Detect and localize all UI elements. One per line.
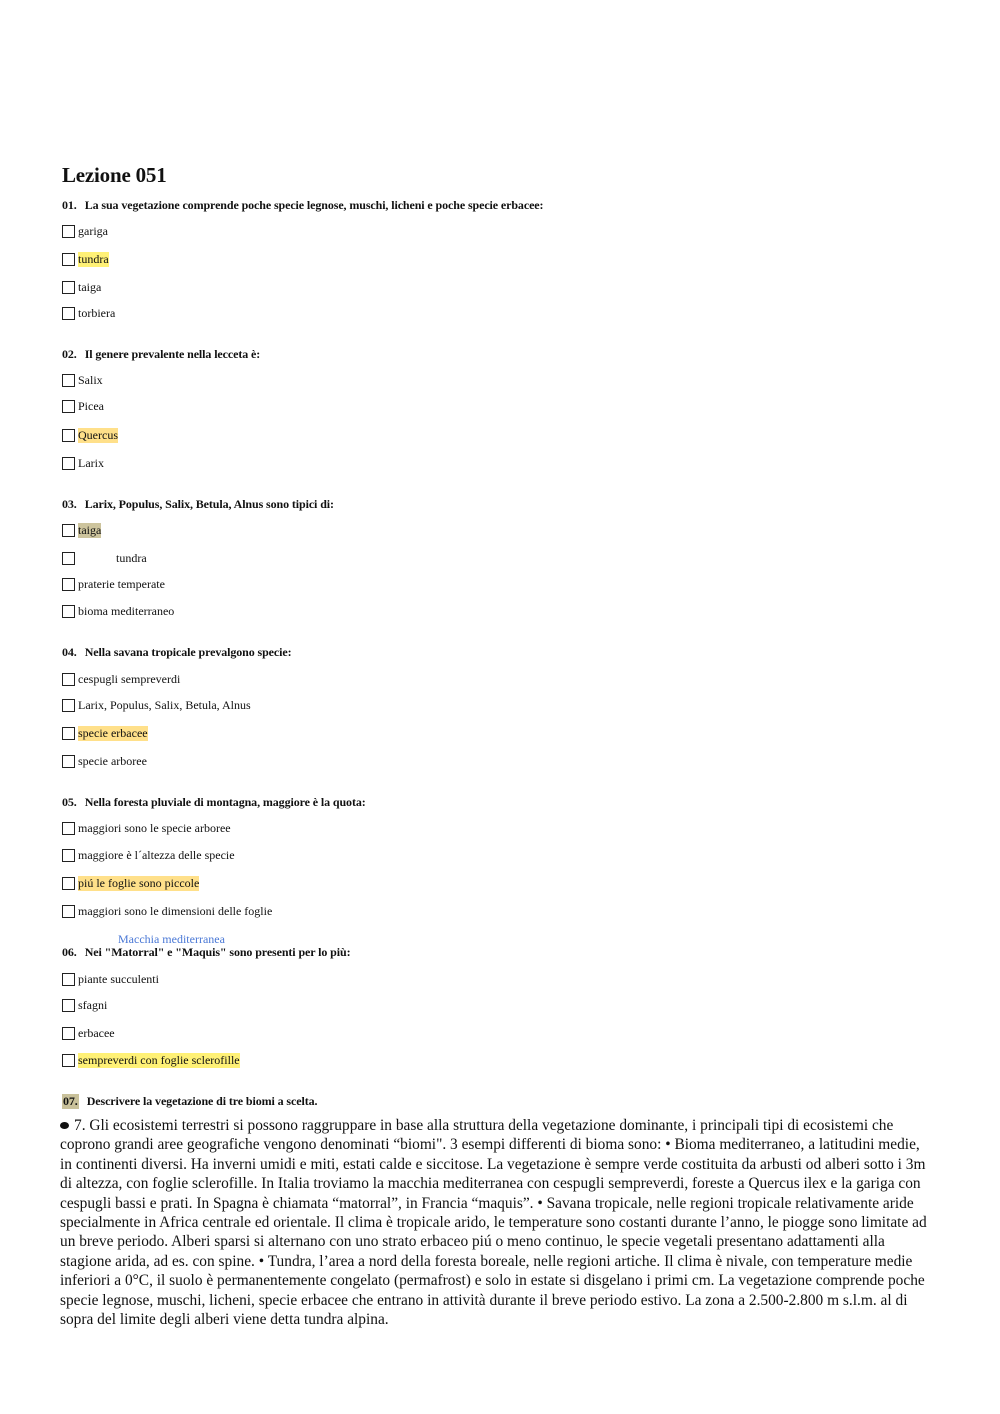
option-q02-d[interactable]	[62, 455, 104, 471]
checkbox[interactable]	[62, 524, 75, 537]
option-label: maggiore è l´altezza delle specie	[78, 847, 235, 862]
option-q05-d[interactable]	[62, 903, 272, 919]
option-q04-a[interactable]	[62, 671, 180, 687]
option-q02-b[interactable]	[62, 398, 104, 414]
option-q06-c[interactable]	[62, 1025, 115, 1041]
option-label: maggiori sono le specie arboree	[78, 820, 231, 835]
question-text: La sua vegetazione comprende poche specie legnose, muschi, licheni e poche specie erbacee:	[84, 198, 544, 212]
checkbox[interactable]	[62, 1054, 75, 1067]
checkbox[interactable]	[62, 727, 75, 740]
question-text: Descrivere la vegetazione di tre biomi a scelta.	[86, 1094, 318, 1108]
checkbox[interactable]	[62, 673, 75, 686]
option-label-highlighted: specie erbacee	[78, 725, 148, 740]
option-label: praterie temperate	[78, 576, 165, 591]
question-01	[62, 198, 543, 213]
option-q01-a[interactable]	[62, 223, 108, 239]
option-q06-b[interactable]	[62, 997, 107, 1013]
checkbox[interactable]	[62, 605, 75, 618]
option-label: Salix	[78, 372, 103, 387]
question-number: 03.	[62, 497, 77, 511]
option-q04-d[interactable]	[62, 753, 147, 769]
option-q04-b[interactable]	[62, 697, 251, 713]
question-number: 05.	[62, 795, 77, 809]
option-q04-c[interactable]	[62, 725, 148, 741]
question-text: Il genere prevalente nella lecceta è:	[84, 347, 261, 361]
option-label: cespugli sempreverdi	[78, 671, 181, 686]
option-label: bioma mediterraneo	[78, 603, 175, 618]
bullet-icon	[60, 1122, 69, 1129]
option-label: erbacee	[78, 1025, 115, 1040]
option-q05-c[interactable]	[62, 875, 199, 891]
question-text: Larix, Populus, Salix, Betula, Alnus sono tipici di:	[84, 497, 334, 511]
option-label: gariga	[78, 223, 108, 238]
option-q01-d[interactable]	[62, 305, 115, 321]
checkbox[interactable]	[62, 457, 75, 470]
option-q05-b[interactable]	[62, 847, 235, 863]
checkbox[interactable]	[62, 905, 75, 918]
checkbox[interactable]	[62, 755, 75, 768]
checkbox[interactable]	[62, 552, 75, 565]
question-07	[62, 1094, 317, 1109]
option-label: sfagni	[78, 997, 108, 1012]
option-q03-a[interactable]	[62, 522, 101, 538]
option-q01-b[interactable]	[62, 251, 109, 267]
question-number: 06.	[62, 945, 77, 959]
option-label: Picea	[78, 398, 104, 413]
option-q03-d[interactable]	[62, 603, 174, 619]
checkbox[interactable]	[62, 973, 75, 986]
option-q06-a[interactable]	[62, 971, 159, 987]
checkbox[interactable]	[62, 877, 75, 890]
question-05	[62, 795, 366, 810]
option-label: maggiori sono le dimensioni delle foglie	[78, 903, 273, 918]
checkbox[interactable]	[62, 225, 75, 238]
question-02	[62, 347, 260, 362]
checkbox[interactable]	[62, 429, 75, 442]
checkbox[interactable]	[62, 281, 75, 294]
answer-paragraph	[60, 1116, 930, 1329]
option-label-highlighted: piú le foglie sono piccole	[78, 875, 200, 890]
question-number: 02.	[62, 347, 77, 361]
question-number: 04.	[62, 645, 77, 659]
option-label: piante succulenti	[78, 971, 159, 986]
option-label: tundra	[116, 550, 147, 565]
checkbox[interactable]	[62, 699, 75, 712]
checkbox[interactable]	[62, 1027, 75, 1040]
question-03	[62, 497, 334, 512]
option-q03-b[interactable]	[62, 550, 147, 566]
handwritten-annotation: Macchia mediterranea	[118, 932, 225, 946]
checkbox[interactable]	[62, 849, 75, 862]
question-text: Nella foresta pluviale di montagna, maggiore è la quota:	[84, 795, 366, 809]
option-label-highlighted: sempreverdi con foglie sclerofille	[78, 1052, 240, 1067]
option-label-highlighted: taiga	[78, 522, 102, 537]
checkbox[interactable]	[62, 253, 75, 266]
checkbox[interactable]	[62, 999, 75, 1012]
answer-text: 7. Gli ecosistemi terrestri si possono raggruppare in base alla struttura della vegetazione dominante, i principali tipi di ecosistemi che coprono grandi aree geografiche vengono denominati “biomi". 3 esempi differenti di bioma sono: • Bioma mediterraneo, a latitudini medie, in continenti diversi. Ha inverni umidi e miti, estati calde e siccitose. La vegetazione è sempre verde costituita da arbusti od alberi sotto i 3m di altezza, con foglie sclerofille. In Italia troviamo la macchia mediterranea con cespugli sempreverdi, foreste a Quercus ilex e la gariga con cespugli bassi e prati. In Spagna è chiamata “matorral”, in Francia “maquis”. • Savana tropicale, nelle regioni tropicale relativamente aride specialmente in Africa centrale ed orientale. Il clima è tropicale arido, le temperature sono costanti durante l’anno, le piogge sono limitate ad un breve periodo. Alberi sparsi si alternano con uno strato erbaceo piú o meno continuo, le specie vegetali presentano adattamenti alla stagione arida, ad es. con spine. • Tundra, l’area a nord della foresta boreale, nelle regioni artiche. Il clima è nivale, con temperature medie inferiori a 0°C, il suolo è permanentemente congelato (permafrost) e solo in estate si disgelano i primi cm. La vegetazione comprende poche specie legnose, muschi, licheni, specie erbacee che entrano in attività durante il breve periodo estivo. La zona a 2.500-2.800 m s.l.m. al di sopra del limite degli alberi viene detta tundra alpina.	[60, 1117, 927, 1329]
option-q03-c[interactable]	[62, 576, 165, 592]
option-label-highlighted: Quercus	[78, 427, 118, 442]
option-q01-c[interactable]	[62, 279, 101, 295]
checkbox[interactable]	[62, 374, 75, 387]
option-q06-d[interactable]	[62, 1052, 240, 1068]
option-label: Larix, Populus, Salix, Betula, Alnus	[78, 697, 251, 712]
option-label: taiga	[78, 279, 102, 294]
option-label: torbiera	[78, 305, 116, 320]
page-title: Lezione 051	[62, 163, 167, 187]
question-number: 01.	[62, 198, 77, 212]
option-label: Larix	[78, 455, 104, 470]
option-q05-a[interactable]	[62, 820, 231, 836]
question-text: Nella savana tropicale prevalgono specie:	[84, 645, 292, 659]
question-06	[62, 945, 350, 960]
checkbox[interactable]	[62, 578, 75, 591]
checkbox[interactable]	[62, 822, 75, 835]
option-q02-c[interactable]	[62, 427, 118, 443]
question-text: Nei "Matorral" e "Maquis" sono presenti per lo più:	[84, 945, 351, 959]
question-04	[62, 645, 291, 660]
checkbox[interactable]	[62, 400, 75, 413]
question-number: 07.	[63, 1094, 78, 1108]
option-label-highlighted: tundra	[78, 251, 109, 266]
option-q02-a[interactable]	[62, 372, 103, 388]
checkbox[interactable]	[62, 307, 75, 320]
option-label: specie arboree	[78, 753, 147, 768]
